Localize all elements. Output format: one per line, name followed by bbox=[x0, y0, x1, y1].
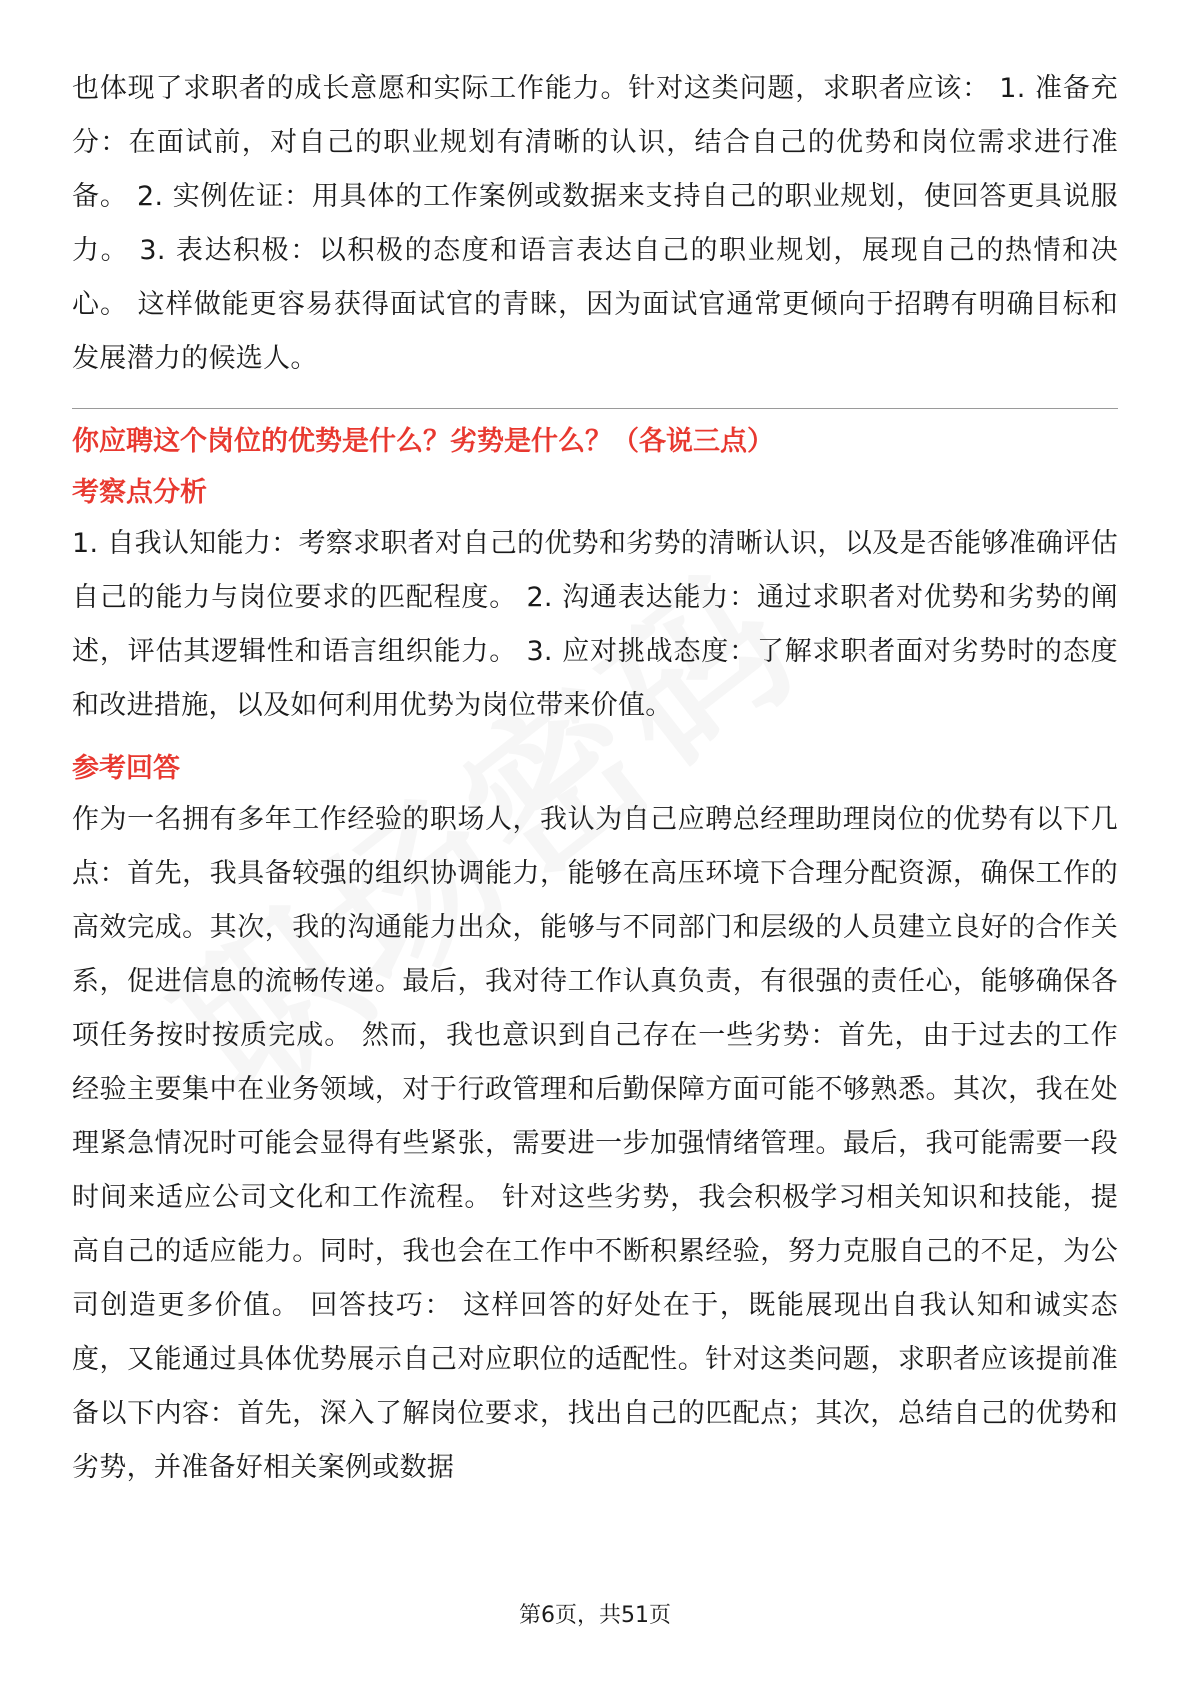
answer-paragraph: 作为一名拥有多年工作经验的职场人，我认为自己应聘总经理助理岗位的优势有以下几点：首先，我具备较强的组织协调能力，能够在高压环境下合理分配资源，确保工作的高效完成。其次，我的沟通能力出众，能够与不同部门和层级的人员建立良好的合作关系，促进信息的流畅传递。最后，我对待工作认真负责，有很强的责任心，能够确保各项任务按时按质完成。 然而，我也意识到自己存在一些劣势：首先，由于过去的工作经验主要集中在业务领域，对于行政管理和后勤保障方面可能不够熟悉。其次，我在处理紧急情况时可能会显得有些紧张，需要进一步加强情绪管理。最后，我可能需要一段时间来适应公司文化和工作流程。 针对这些劣势，我会积极学习相关知识和技能，提高自己的适应能力。同时，我也会在工作中不断积累经验，努力克服自己的不足，为公司创造更多价值。 回答技巧： 这样回答的好处在于，既能展现出自我认知和诚实态度，又能通过具体优势展示自己对应职位的适配性。针对这类问题，求职者应该提前准备以下内容：首先，深入了解岗位要求，找出自己的匹配点；其次，总结自己的优势和劣势，并准备好相关案例或数据 bbox=[72, 804, 1118, 1483]
question-heading: 你应聘这个岗位的优势是什么？劣势是什么？（各说三点） bbox=[72, 426, 774, 457]
analysis-title: 考察点分析 bbox=[72, 477, 207, 508]
section-gap bbox=[72, 733, 1118, 745]
intro-paragraph: 也体现了求职者的成长意愿和实际工作能力。针对这类问题，求职者应该： 1. 准备充分：在面试前，对自己的职业规划有清晰的认识，结合自己的优势和岗位需求进行准备。 2. 实例佐证：用具体的工作案例或数据来支持自己的职业规划，使回答更具说服力。 3. 表达积极：以积极的态度和语言表达自己的职业规划，展现自己的热情和决心。 这样做能更容易获得面试官的青睐，因为面试官通常更倾向于招聘有明确目标和发展潜力的候选人。 bbox=[72, 73, 1118, 374]
section-divider bbox=[72, 408, 1118, 409]
document-page bbox=[72, 62, 1118, 1495]
page-number: 第6页，共51页 bbox=[519, 1603, 671, 1628]
analysis-paragraph: 1. 自我认知能力：考察求职者对自己的优势和劣势的清晰认识，以及是否能够准确评估自己的能力与岗位要求的匹配程度。 2. 沟通表达能力：通过求职者对优势和劣势的阐述，评估其逻辑性和语言组织能力。 3. 应对挑战态度：了解求职者面对劣势时的态度和改进措施，以及如何利用优势为岗位带来价值。 bbox=[72, 528, 1118, 721]
answer-title: 参考回答 bbox=[72, 753, 180, 784]
